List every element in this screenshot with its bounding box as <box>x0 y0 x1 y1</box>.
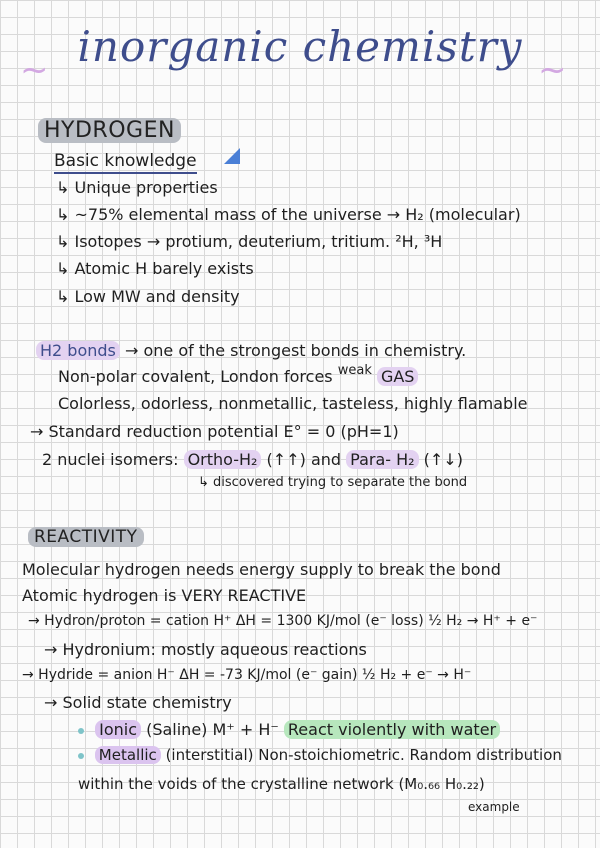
ionic-text: (Saline) M⁺ + H⁻ <box>146 720 279 739</box>
hydrogen-item-3: ↳ Isotopes → protium, deuterium, tritium. ²H, ³H <box>56 232 443 251</box>
h2-bonds-line-1 <box>36 341 466 360</box>
h2-bonds-line-5 <box>42 450 463 469</box>
ortho-h2: Ortho-H₂ <box>184 450 262 469</box>
reactivity-line-3: → Hydron/proton = cation H⁺ ΔH = 1300 KJ/mol (e⁻ loss) ½ H₂ → H⁺ + e⁻ <box>28 613 538 629</box>
example-note: example <box>468 800 520 814</box>
hydrogen-item-2: ↳ ~75% elemental mass of the universe → H₂ (molecular) <box>56 205 521 224</box>
hydrogen-item-1: ↳ Unique properties <box>56 178 218 197</box>
ortho-spin: (↑↑) <box>266 450 306 469</box>
basic-knowledge-text: Basic knowledge <box>54 151 197 174</box>
react-violently-label: React violently with water <box>284 720 500 739</box>
hydrogen-item-4: ↳ Atomic H barely exists <box>56 259 254 278</box>
decor-swash-right: ~ <box>538 50 567 90</box>
reactivity-line-1: Molecular hydrogen needs energy supply to break the bond <box>22 560 501 579</box>
corner-triangle-icon <box>224 148 240 164</box>
para-h2: Para- H₂ <box>346 450 418 469</box>
h2-bonds-line-6: ↳ discovered trying to separate the bond <box>198 475 468 490</box>
h2-bonds-line-4: → Standard reduction potential E° = 0 (pH=1) <box>30 422 399 441</box>
reactivity-line-2: Atomic hydrogen is VERY REACTIVE <box>22 586 307 605</box>
reactivity-line-4: → Hydronium: mostly aqueous reactions <box>44 640 367 659</box>
basic-knowledge-subheading <box>54 151 197 171</box>
page-title: inorganic chemistry <box>77 22 523 71</box>
ionic-line <box>78 720 500 739</box>
and-text: and <box>310 450 342 469</box>
metallic-line <box>78 746 562 764</box>
reactivity-line-6: → Solid state chemistry <box>44 693 232 712</box>
reactivity-heading <box>28 527 144 547</box>
h2-bonds-line-2 <box>58 363 418 386</box>
hydrogen-item-5: ↳ Low MW and density <box>56 287 240 306</box>
reactivity-heading-text: REACTIVITY <box>28 527 144 547</box>
bullet-dot-icon <box>78 728 84 734</box>
h2-bonds-line-1-text: → one of the strongest bonds in chemistry. <box>124 341 467 360</box>
metallic-label: Metallic <box>95 746 161 764</box>
ionic-label: Ionic <box>95 720 141 739</box>
decor-swash-left: ~ <box>20 50 49 90</box>
bullet-dot-icon <box>78 753 84 759</box>
metallic-text: (interstitial) Non-stoichiometric. Random distribution <box>165 746 562 764</box>
h2-bonds-label: H2 bonds <box>36 341 120 360</box>
weak-note: weak <box>337 363 372 378</box>
isomers-text: 2 nuclei isomers: <box>42 450 179 469</box>
hydrogen-heading-text: HYDROGEN <box>38 118 181 143</box>
reactivity-line-5: → Hydride = anion H⁻ ΔH = -73 KJ/mol (e⁻ gain) ½ H₂ + e⁻ → H⁻ <box>22 667 472 683</box>
para-spin: (↑↓) <box>423 450 463 469</box>
reactivity-line-9: within the voids of the crystalline network (M₀.₆₆ H₀.₂₂) <box>78 775 485 793</box>
h2-bonds-line-3: Colorless, odorless, nonmetallic, tasteless, highly flamable <box>58 394 528 413</box>
gas-label: GAS <box>377 367 419 386</box>
hydrogen-heading <box>38 118 181 143</box>
h2-bonds-line-2-text: Non-polar covalent, London forces <box>58 367 333 386</box>
